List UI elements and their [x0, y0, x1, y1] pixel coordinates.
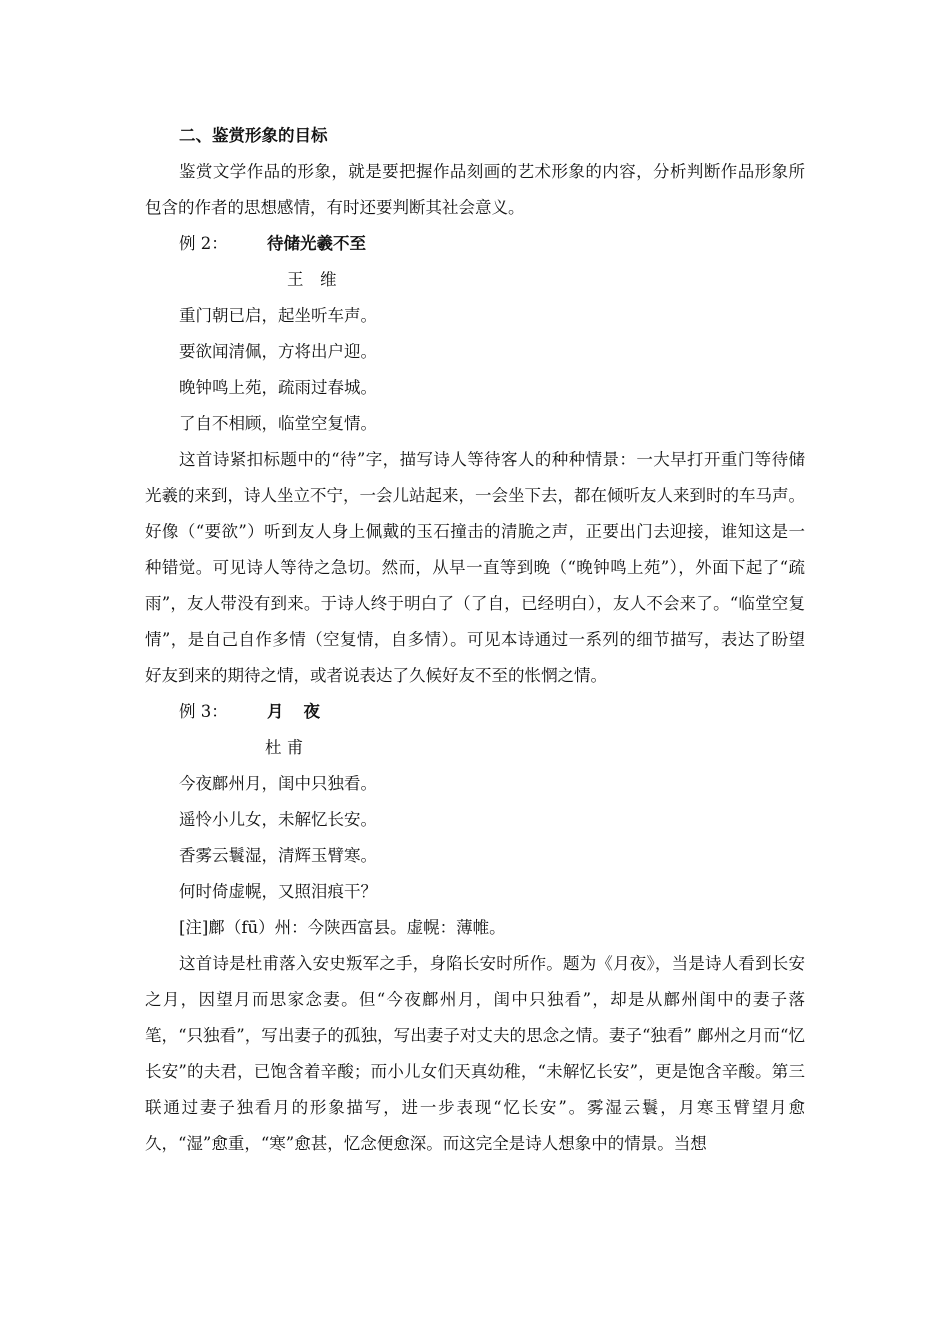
poem-line: 晚钟鸣上苑，疏雨过春城。 — [179, 378, 377, 397]
example-3-title: 月夜 — [267, 702, 340, 721]
poem-line: 了自不相顾，临堂空复情。 — [179, 414, 377, 433]
poem-line: 遥怜小儿女，未解忆长安。 — [179, 810, 377, 829]
example-3-header — [145, 694, 805, 730]
poem-note: [注]鄜（fū）州：今陕西富县。虚幌：薄帷。 — [179, 918, 506, 937]
poem-line: 香雾云鬟湿，清辉玉臂寒。 — [179, 846, 377, 865]
example-2-label: 例 2： — [179, 234, 228, 253]
example-3-label: 例 3： — [179, 702, 228, 721]
example-2-analysis: 这首诗紧扣标题中的“待”字，描写诗人等待客人的种种情景：一大早打开重门等待储光羲的来到，诗人坐立不宁，一会儿站起来，一会坐下去，都在倾听友人来到时的车马声。好像（“要欲”）听到友人身上佩戴的玉石撞击的清脆之声，正要出门去迎接，谁知这是一种错觉。可见诗人等待之急切。然而，从早一直等到晚（“晚钟鸣上苑”），外面下起了“疏雨”，友人带没有到来。于诗人终于明白了（了自，已经明白），友人不会来了。“临堂空复情”，是自己自作多情（空复情，自多情）。可见本诗通过一系列的细节描写，表达了盼望好友到来的期待之情，或者说表达了久候好友不至的怅惘之情。 — [145, 450, 805, 685]
example-2-title: 待储光羲不至 — [267, 234, 366, 253]
poem-line: 何时倚虚幌，又照泪痕干？ — [179, 882, 377, 901]
example-3-author: 杜 甫 — [265, 738, 304, 757]
intro-paragraph: 鉴赏文学作品的形象，就是要把握作品刻画的艺术形象的内容，分析判断作品形象所包含的作者的思想感情，有时还要判断其社会意义。 — [145, 162, 805, 217]
example-2-header — [145, 226, 805, 262]
poem-line: 今夜鄜州月，闺中只独看。 — [179, 774, 377, 793]
example-3-analysis: 这首诗是杜甫落入安史叛军之手，身陷长安时所作。题为《月夜》，当是诗人看到长安之月，因望月而思家念妻。但“今夜鄜州月，闺中只独看”，却是从鄜州闺中的妻子落笔，“只独看”，写出妻子的孤独，写出妻子对丈夫的思念之情。妻子“独看” 鄜州之月而“忆长安”的夫君，已饱含着辛酸；而小儿女们天真幼稚，“未解忆长安”，更是饱含辛酸。第三联通过妻子独看月的形象描写，进一步表现“忆长安”。雾湿云鬟，月寒玉臂望月愈久，“湿”愈重，“寒”愈甚，忆念便愈深。而这完全是诗人想象中的情景。当想 — [145, 954, 805, 1153]
example-2-author: 王 维 — [287, 270, 337, 289]
section-heading: 二、鉴赏形象的目标 — [179, 126, 328, 145]
document-body — [145, 118, 805, 1162]
poem-line: 要欲闻清佩，方将出户迎。 — [179, 342, 377, 361]
poem-line: 重门朝已启，起坐听车声。 — [179, 306, 377, 325]
